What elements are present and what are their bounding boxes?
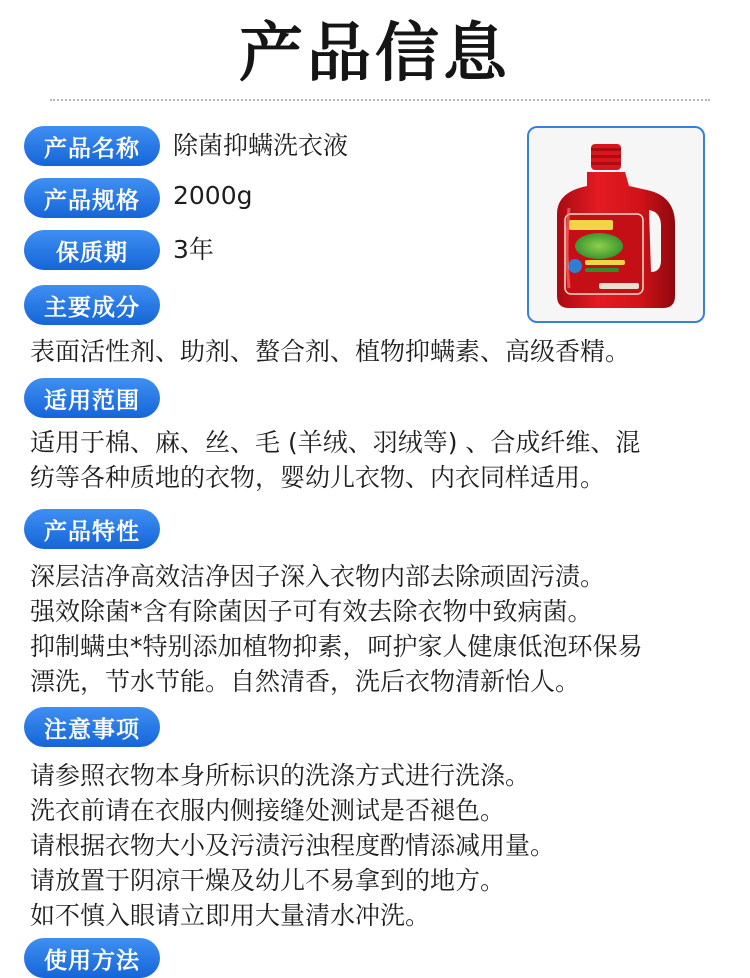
product-spec-label: 产品规格 [24,178,160,218]
scope-line: 适用于棉、麻、丝、毛 (羊绒、羽绒等) 、合成纤维、混 [30,428,641,457]
caution-line: 请根据衣物大小及污渍污浊程度酌情添减用量。 [30,831,556,860]
scope-line: 纺等各种质地的衣物，婴幼儿衣物、内衣同样适用。 [30,463,606,492]
caution-line: 如不慎入眼请立即用大量清水冲洗。 [30,901,431,930]
page-title: 产品信息 [239,17,511,91]
ingredients-label: 主要成分 [24,285,160,325]
product-name-label: 产品名称 [24,126,160,166]
features-line: 强效除菌*含有除菌因子可有效去除衣物中致病菌。 [30,597,593,626]
features-line: 漂洗，节水节能。自然清香，洗后衣物清新怡人。 [30,667,581,696]
title-divider [50,99,710,101]
scope-label: 适用范围 [24,378,160,418]
features-line: 抑制螨虫*特别添加植物抑素，呵护家人健康低泡环保易 [30,632,643,661]
product-name-value: 除菌抑螨洗衣液 [173,131,349,160]
usage-label: 使用方法 [24,938,160,978]
cautions-text [30,758,730,933]
product-image-frame [527,126,705,323]
product-spec-value: 2000g [173,181,253,210]
caution-line: 请参照衣物本身所标识的洗涤方式进行洗涤。 [30,761,531,790]
cautions-label: 注意事项 [24,707,160,747]
features-label: 产品特性 [24,509,160,549]
shelf-life-label: 保质期 [24,230,160,270]
detergent-bottle-image [529,128,703,321]
ingredients-line: 表面活性剂、助剂、螯合剂、植物抑螨素、高级香精。 [30,337,631,366]
scope-text [30,425,730,495]
ingredients-text [30,334,730,369]
caution-line: 请放置于阴凉干燥及幼儿不易拿到的地方。 [30,866,506,895]
features-text [30,559,730,699]
caution-line: 洗衣前请在衣服内侧接缝处测试是否褪色。 [30,796,506,825]
features-line: 深层洁净高效洁净因子深入衣物内部去除顽固污渍。 [30,562,606,591]
shelf-life-value: 3年 [173,235,214,264]
